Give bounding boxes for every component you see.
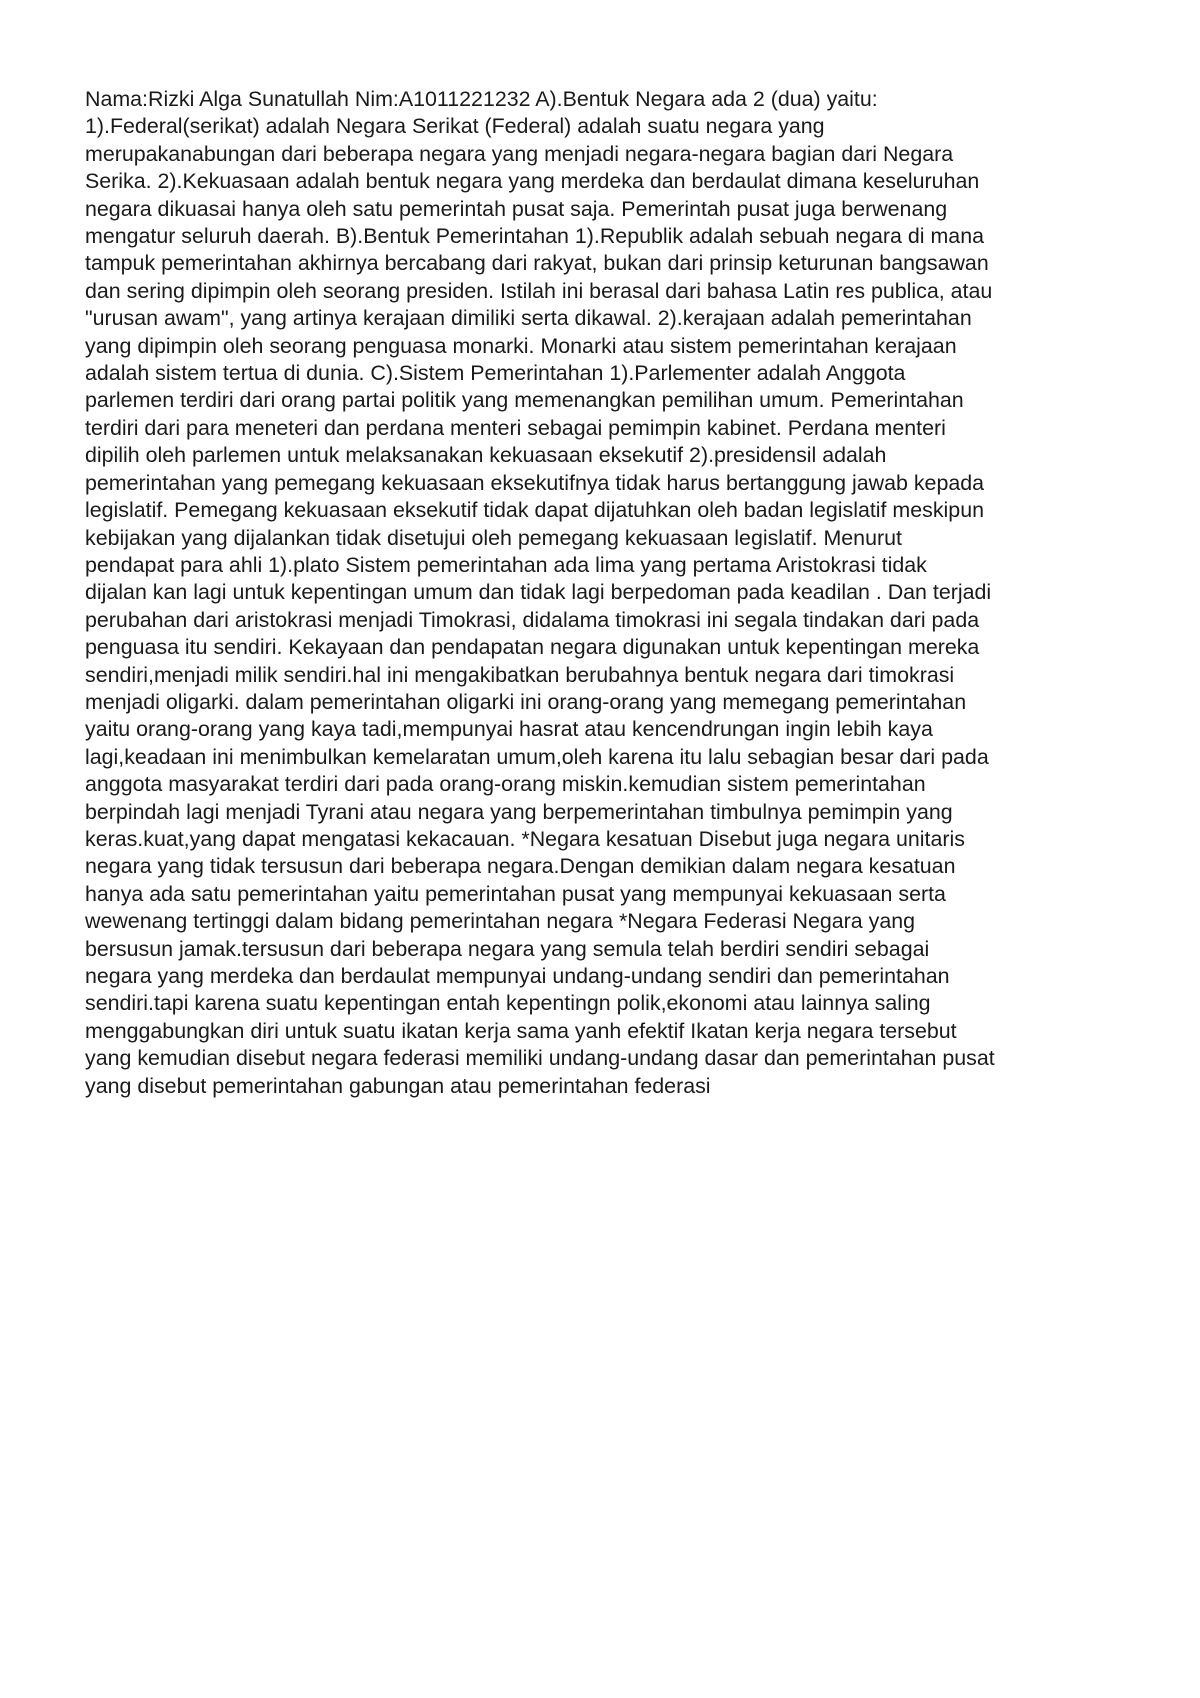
text-line: wewenang tertinggi dalam bidang pemerintahan negara *Negara Federasi Negara yang <box>85 909 916 934</box>
text-line: penguasa itu sendiri. Kekayaan dan pendapatan negara digunakan untuk kepentingan mereka <box>85 635 980 660</box>
text-line: perubahan dari aristokrasi menjadi Timokrasi, didalama timokrasi ini segala tindakan dari pada <box>85 607 980 632</box>
text-line: legislatif. Pemegang kekuasaan eksekutif tidak dapat dijatuhkan oleh badan legislatif meskipun <box>85 498 984 523</box>
text-line: lagi,keadaan ini menimbulkan kemelaratan umum,oleh karena itu lalu sebagian besar dari pada <box>85 744 989 769</box>
text-line: menjadi oligarki. dalam pemerintahan oligarki ini orang-orang yang memegang pemerintahan <box>85 689 967 714</box>
text-line: sendiri.tapi karena suatu kepentingan entah kepentingn polik,ekonomi atau lainnya saling <box>85 991 931 1016</box>
text-line: parlemen terdiri dari orang partai politik yang memenangkan pemilihan umum. Pemerintahan <box>85 388 964 413</box>
text-line: Serika. 2).Kekuasaan adalah bentuk negara yang merdeka dan berdaulat dimana keseluruhan <box>85 169 980 194</box>
text-line: yaitu orang-orang yang kaya tadi,mempunyai hasrat atau kencendrungan ingin lebih kaya <box>85 717 933 742</box>
text-line: kebijakan yang dijalankan tidak disetujui oleh pemegang kekuasaan legislatif. Menurut <box>85 525 902 550</box>
text-line: Nama:Rizki Alga Sunatullah Nim:A1011221232 A).Bentuk Negara ada 2 (dua) yaitu: <box>85 87 878 111</box>
text-line: pemerintahan yang pemegang kekuasaan eksekutifnya tidak harus bertanggung jawab kepada <box>85 470 985 495</box>
text-line: menggabungkan diri untuk suatu ikatan kerja sama yanh efektif Ikatan kerja negara tersebut <box>85 1018 957 1043</box>
text-line: dan sering dipimpin oleh seorang presiden. Istilah ini berasal dari bahasa Latin res publica, atau <box>85 278 993 303</box>
text-line: dijalan kan lagi untuk kepentingan umum dan tidak lagi berpedoman pada keadilan . Dan terjadi <box>85 580 992 605</box>
text-line: sendiri,menjadi milik sendiri.hal ini mengakibatkan berubahnya bentuk negara dari timokrasi <box>85 662 955 687</box>
text-line: negara yang tidak tersusun dari beberapa negara.Dengan demikian dalam negara kesatuan <box>85 854 956 879</box>
text-line: negara dikuasai hanya oleh satu pemerintah pusat saja. Pemerintah pusat juga berwenang <box>85 196 948 221</box>
text-line: yang disebut pemerintahan gabungan atau pemerintahan federasi <box>85 1073 711 1098</box>
text-line: "urusan awam", yang artinya kerajaan dimiliki serta dikawal. 2).kerajaan adalah pemerintahan <box>85 306 972 331</box>
text-line: hanya ada satu pemerintahan yaitu pemerintahan pusat yang mempunyai kekuasaan serta <box>85 881 946 906</box>
text-line: mengatur seluruh daerah. B).Bentuk Pemerintahan 1).Republik adalah sebuah negara di mana <box>85 224 984 249</box>
text-line: berpindah lagi menjadi Tyrani atau negara yang berpemerintahan timbulnya pemimpin yang <box>85 799 953 824</box>
text-line: pendapat para ahli 1).plato Sistem pemerintahan ada lima yang pertama Aristokrasi tidak <box>85 552 927 577</box>
text-line: adalah sistem tertua di dunia. C).Sistem Pemerintahan 1).Parlementer adalah Anggota <box>85 361 906 386</box>
document-body <box>85 86 1135 1100</box>
text-line: 1).Federal(serikat) adalah Negara Serikat (Federal) adalah suatu negara yang <box>85 114 825 139</box>
text-line: tampuk pemerintahan akhirnya bercabang dari rakyat, bukan dari prinsip keturunan bangsawan <box>85 251 989 276</box>
text-line: yang dipimpin oleh seorang penguasa monarki. Monarki atau sistem pemerintahan kerajaan <box>85 333 957 358</box>
text-line: bersusun jamak.tersusun dari beberapa negara yang semula telah berdiri sendiri sebagai <box>85 936 930 961</box>
text-line: anggota masyarakat terdiri dari pada orang-orang miskin.kemudian sistem pemerintahan <box>85 772 926 797</box>
text-line: merupakanabungan dari beberapa negara yang menjadi negara-negara bagian dari Negara <box>85 141 954 166</box>
text-line: terdiri dari para meneteri dan perdana menteri sebagai pemimpin kabinet. Perdana menteri <box>85 415 946 440</box>
text-line: negara yang merdeka dan berdaulat mempunyai undang-undang sendiri dan pemerintahan <box>85 964 950 988</box>
text-line: yang kemudian disebut negara federasi memiliki undang-undang dasar dan pemerintahan pusat <box>85 1046 995 1071</box>
text-line: dipilih oleh parlemen untuk melaksanakan kekuasaan eksekutif 2).presidensil adalah <box>85 443 887 468</box>
text-line: keras.kuat,yang dapat mengatasi kekacauan. *Negara kesatuan Disebut juga negara unitaris <box>85 826 965 851</box>
